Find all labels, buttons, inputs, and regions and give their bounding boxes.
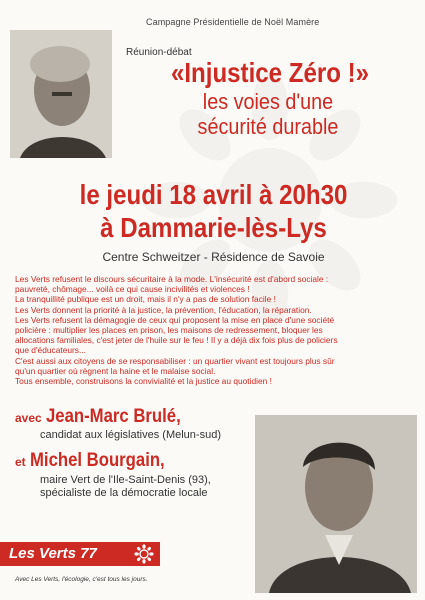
speaker-2-description [40, 474, 211, 500]
body-line: allocations familiales, c'est jeter de l'huile sur le feu ! Il y a déjà dix fois plus de policiers [15, 335, 338, 346]
event-place: à Dammarie-lès-Lys [100, 212, 327, 243]
headline: «Injustice Zéro !» [170, 57, 370, 88]
speaker-description-line: spécialiste de la démocratie locale [40, 487, 208, 499]
speaker-2 [15, 450, 183, 472]
event-venue: Centre Schweitzer - Résidence de Savoie [102, 250, 325, 264]
body-line: Tous ensemble, construisons la convivialité et la justice au quotidien ! [15, 376, 272, 387]
body-line: La tranquillité publique est un droit, mais il n'y a pas de solution facile ! [15, 294, 276, 305]
brand-name: Les Verts 77 [9, 545, 97, 562]
speaker-1 [15, 406, 199, 428]
tagline-line-2: sécurité durable [197, 114, 339, 139]
body-line: C'est aussi aux citoyens de se responsabiliser : un quartier vivant est toujours plus sûr [15, 355, 335, 366]
event-type: Réunion-débat [126, 47, 192, 58]
body-line: Les Verts refusent le discours sécuritaire à la mode. L'insécurité est d'abord sociale : [15, 274, 329, 284]
sunflower-icon [134, 544, 154, 564]
body-line: Les Verts refusent la démagogie de ceux qui proposent la mise en place d'une société [15, 314, 335, 325]
tagline-line-1: les voies d'une [202, 89, 334, 114]
speaker-name: Jean-Marc Brulé, [46, 406, 181, 427]
speaker-prefix: et [15, 455, 26, 469]
body-line: Les Verts donnent la priorité à la justice, la prévention, l'éducation, la réparation. [15, 304, 312, 315]
body-line: pauvreté, chômage... voilà ce qui cause incivilités et violences ! [15, 284, 250, 295]
campaign-title: Campagne Présidentielle de Noël Mamère [146, 17, 320, 27]
speaker-description-line: candidat aux législatives (Melun-sud) [40, 429, 221, 441]
slogan: Avec Les Verts, l'écologie, c'est tous les jours. [15, 576, 148, 583]
body-line: que d'éducateurs... [15, 345, 86, 356]
speaker-prefix: avec [15, 411, 42, 425]
speaker-name: Michel Bourgain, [30, 450, 165, 471]
body-text [15, 274, 420, 386]
brand-bar [0, 542, 160, 566]
photo-michel-bourgain [255, 415, 417, 593]
speaker-description-line: maire Vert de l'Ile-Saint-Denis (93), [40, 474, 211, 486]
body-line: qu'un quartier où règnent la haine et le malaise social. [15, 365, 216, 376]
speaker-1-description [40, 429, 221, 442]
event-date: le jeudi 18 avril à 20h30 [79, 179, 348, 210]
photo-noel-mamere [10, 30, 112, 158]
body-line: policière : multiplier les places en prison, les maisons de redressement, bloquer les [15, 325, 323, 336]
